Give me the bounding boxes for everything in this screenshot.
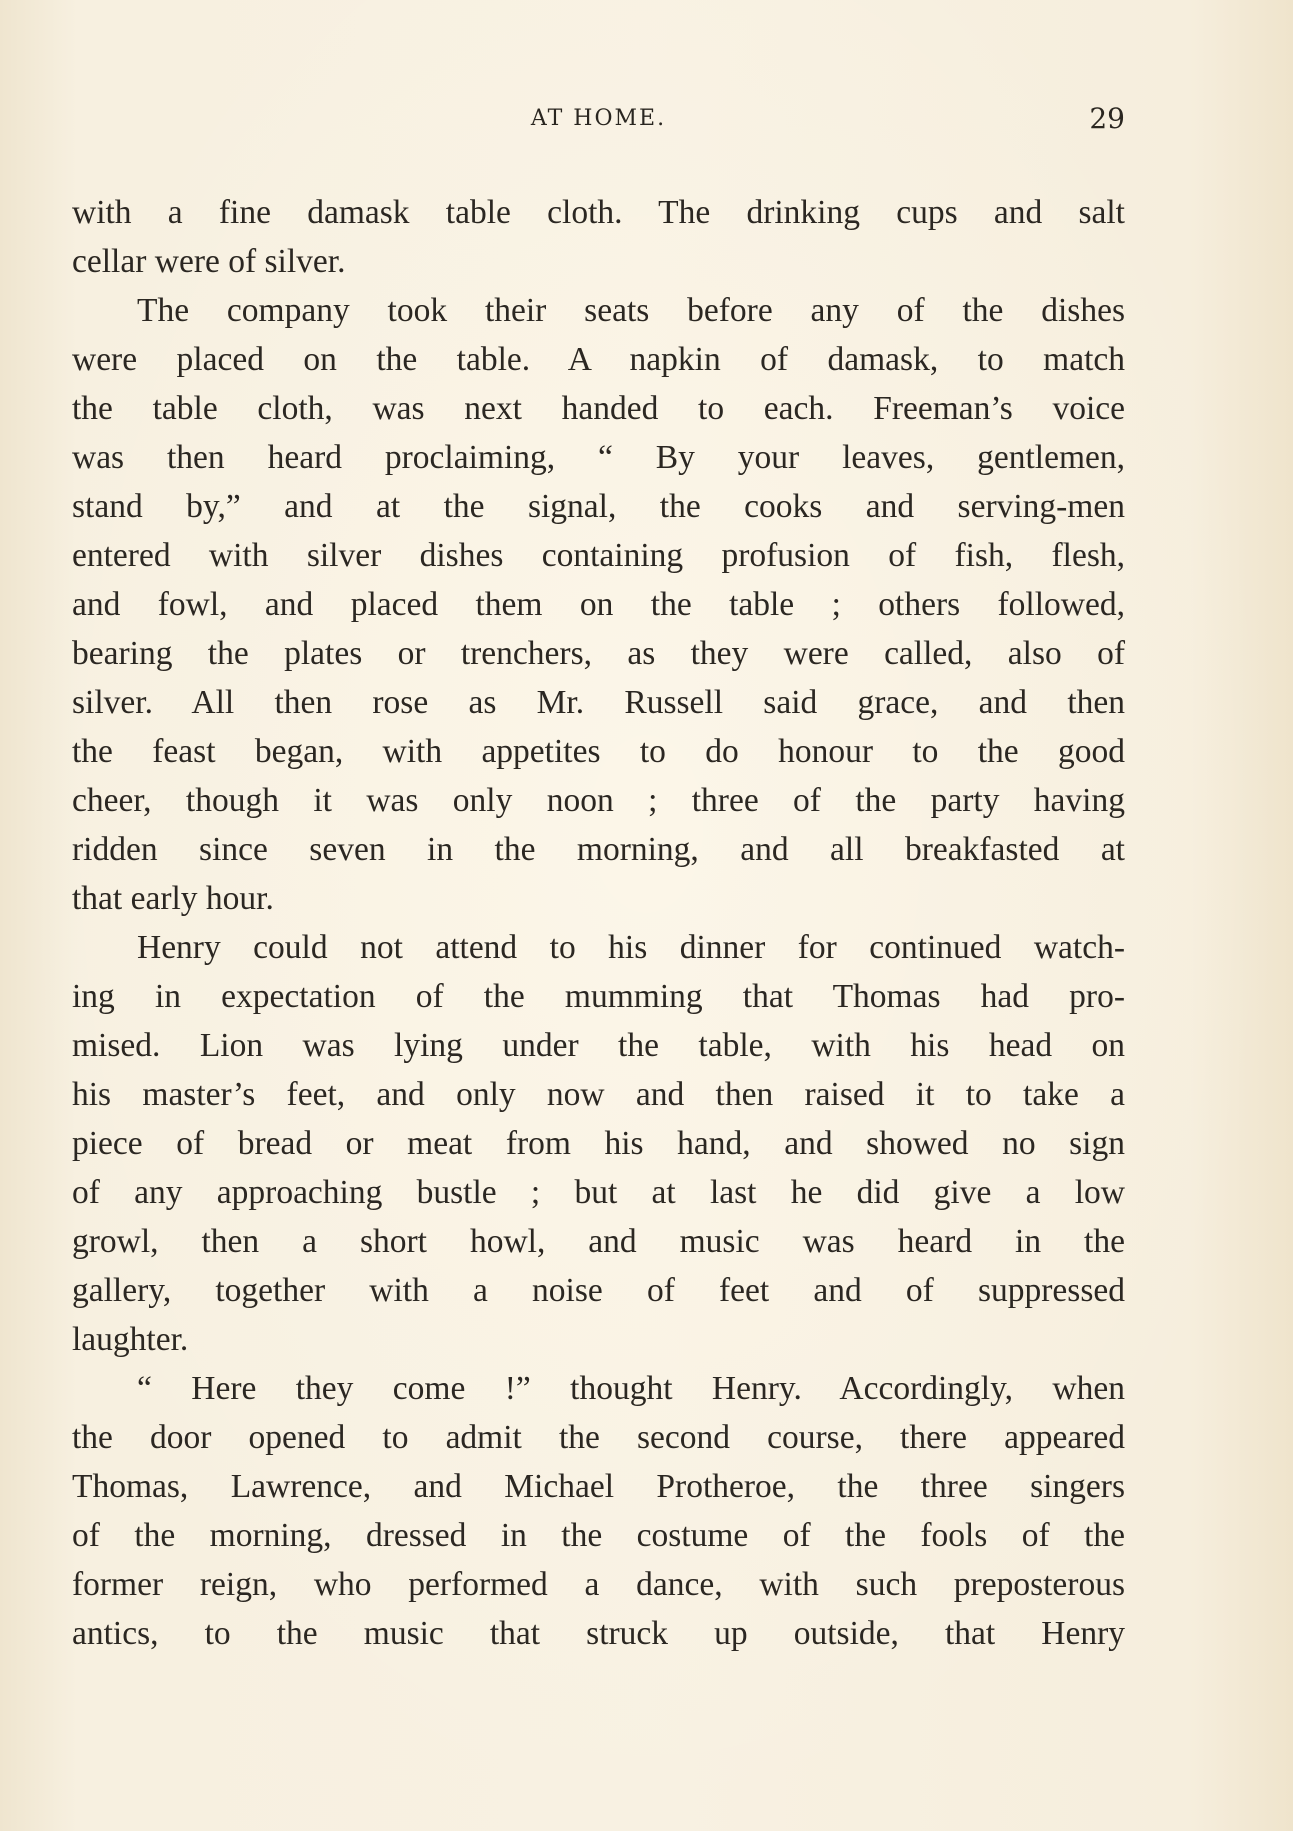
running-title: AT HOME. bbox=[530, 106, 667, 131]
running-header bbox=[72, 98, 1125, 138]
text-line: bearing the plates or trenchers, as they were called, also of bbox=[72, 635, 1125, 672]
text-line: of the morning, dressed in the costume of the fools of the bbox=[72, 1517, 1125, 1554]
text-line: was then heard proclaiming, “ By your leaves, gentlemen, bbox=[72, 439, 1125, 476]
text-line: silver. All then rose as Mr. Russell said grace, and then bbox=[72, 684, 1125, 721]
text-line: growl, then a short howl, and music was heard in the bbox=[72, 1223, 1125, 1260]
body-text bbox=[72, 188, 1125, 1658]
text-line: the door opened to admit the second course, there appeared bbox=[72, 1419, 1125, 1456]
text-line: piece of bread or meat from his hand, and showed no sign bbox=[72, 1125, 1125, 1162]
text-line: laughter. bbox=[72, 1321, 189, 1358]
text-line: and fowl, and placed them on the table ; others followed, bbox=[72, 586, 1125, 623]
text-line: that early hour. bbox=[72, 880, 274, 917]
page-number: 29 bbox=[1089, 102, 1125, 135]
text-line: ridden since seven in the morning, and all breakfasted at bbox=[72, 831, 1125, 868]
text-line: stand by,” and at the signal, the cooks and serving-men bbox=[72, 488, 1125, 525]
text-line: with a fine damask table cloth. The drinking cups and salt bbox=[72, 194, 1125, 231]
text-line: former reign, who performed a dance, with such preposterous bbox=[72, 1566, 1125, 1603]
text-line: cellar were of silver. bbox=[72, 243, 346, 280]
text-line: Thomas, Lawrence, and Michael Protheroe, the three singers bbox=[72, 1468, 1125, 1505]
text-line: antics, to the music that struck up outside, that Henry bbox=[72, 1615, 1125, 1652]
text-line: the feast began, with appetites to do honour to the good bbox=[72, 733, 1125, 770]
text-line: of any approaching bustle ; but at last he did give a low bbox=[72, 1174, 1125, 1211]
text-line: cheer, though it was only noon ; three of the party having bbox=[72, 782, 1125, 819]
text-line: mised. Lion was lying under the table, with his head on bbox=[72, 1027, 1125, 1064]
text-line: ing in expectation of the mumming that Thomas had pro- bbox=[72, 978, 1125, 1015]
paragraph-first-line: The company took their seats before any of the dishes bbox=[137, 292, 1125, 329]
text-line: gallery, together with a noise of feet and of suppressed bbox=[72, 1272, 1125, 1309]
text-line: his master’s feet, and only now and then raised it to take a bbox=[72, 1076, 1125, 1113]
text-line: entered with silver dishes containing profusion of fish, flesh, bbox=[72, 537, 1125, 574]
paragraph-first-line: Henry could not attend to his dinner for continued watch- bbox=[137, 929, 1125, 966]
paragraph-first-line: “ Here they come !” thought Henry. Accordingly, when bbox=[137, 1370, 1125, 1407]
text-line: were placed on the table. A napkin of damask, to match bbox=[72, 341, 1125, 378]
text-line: the table cloth, was next handed to each. Freeman’s voice bbox=[72, 390, 1125, 427]
